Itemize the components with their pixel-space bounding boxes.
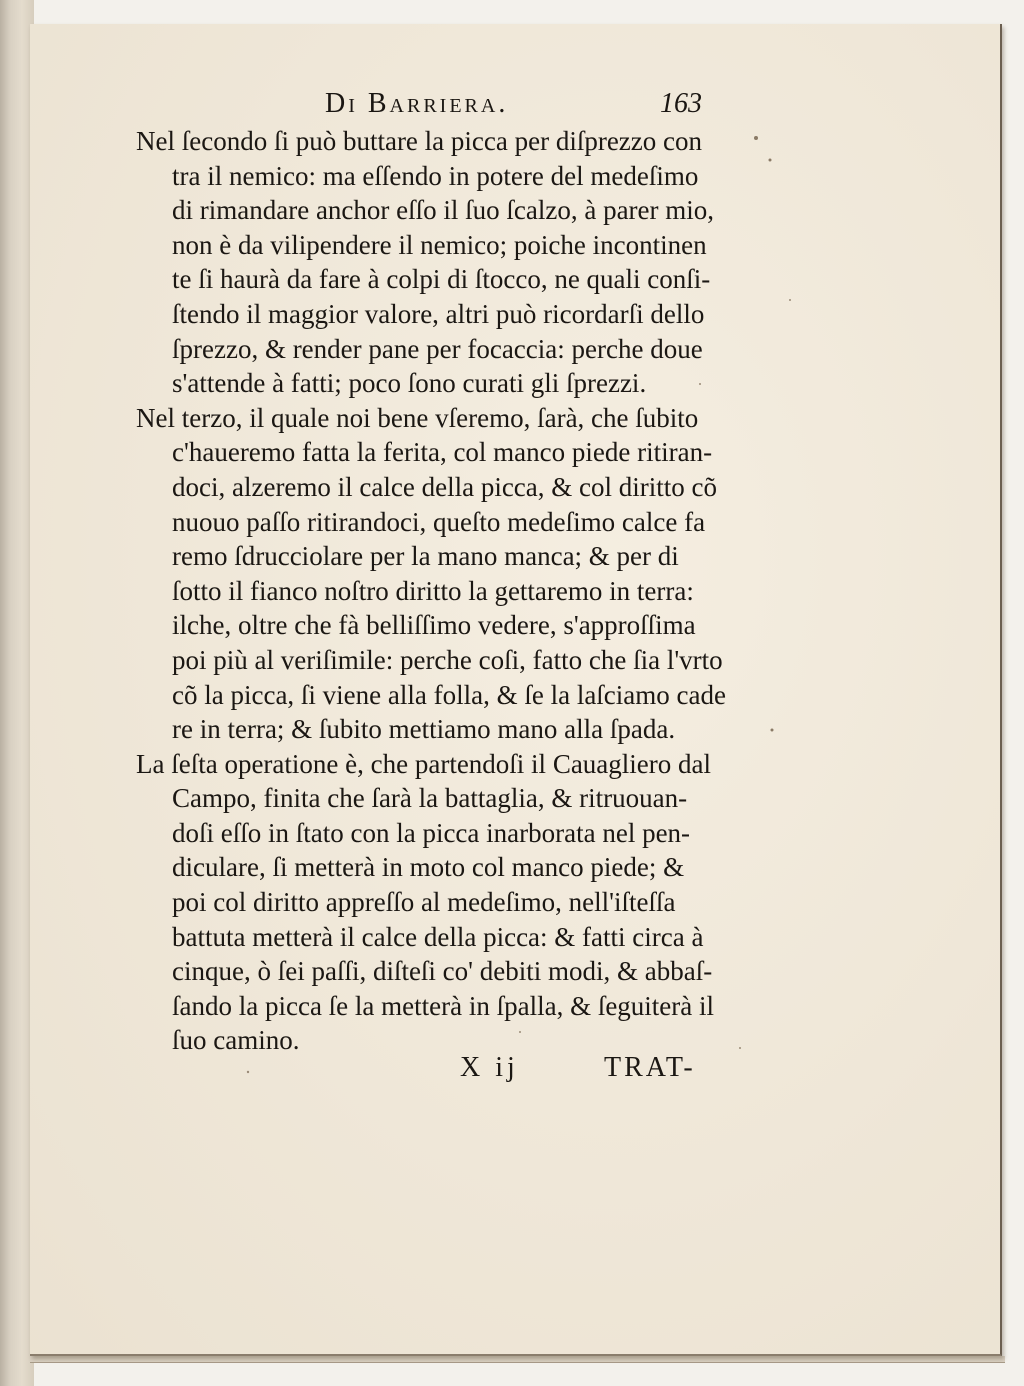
page-number: 163 <box>660 88 702 119</box>
text-line: cõ la picca, ſi viene alla folla, & ſe la laſciamo cade <box>172 679 726 710</box>
text-line: diculare, ſi metterà in moto col manco piede; & <box>172 852 685 883</box>
text-line: poi più al veriſimile: perche coſi, fatto che ſia l'vrto <box>172 644 723 675</box>
text-line: re in terra; & ſubito mettiamo mano alla ſpada. <box>172 714 676 745</box>
text-line: La ſeſta operatione è, che partendoſi il Cauagliero dal <box>136 748 712 779</box>
body-text <box>136 124 776 1058</box>
text-line: Campo, finita che ſarà la battaglia, & ritruouan- <box>172 783 688 814</box>
text-line: remo ſdrucciolare per la mano manca; & per di <box>172 541 679 572</box>
text-line: cinque, ò ſei paſſi, diſteſi co' debiti modi, & abbaſ- <box>172 956 713 987</box>
page-stack-edge <box>30 1356 1005 1363</box>
text-line: tra il nemico: ma eſſendo in potere del medeſimo <box>172 160 699 191</box>
text-line: doſi eſſo in ſtato con la picca inarborata nel pen- <box>172 817 691 848</box>
text-line: c'haueremo fatta la ferita, col manco piede ritiran- <box>172 437 713 468</box>
text-line: Nel terzo, il quale noi bene vſeremo, ſarà, che ſubito <box>136 402 699 433</box>
signature-mark: X ij <box>460 1052 519 1083</box>
text-line: ſtendo il maggior valore, altri può ricordarſi dello <box>172 298 705 329</box>
text-line: doci, alzeremo il calce della picca, & col diritto cõ <box>172 471 717 502</box>
text-line: s'attende à fatti; poco ſono curati gli ſprezzi. <box>172 368 647 399</box>
text-line: Nel ſecondo ſi può buttare la picca per diſprezzo con <box>136 126 703 156</box>
page-footer <box>0 1052 1024 1088</box>
text-line: ſotto il fianco noſtro diritto la gettaremo in terra: <box>172 575 694 606</box>
catchword: TRAT- <box>604 1052 696 1083</box>
text-line: te ſi haurà da fare à colpi di ſtocco, ne quali conſi- <box>172 264 711 295</box>
text-line: ſando la picca ſe la metterà in ſpalla, & ſeguiterà il <box>172 990 715 1021</box>
text-line: ſprezzo, & render pane per focaccia: perche doue <box>172 333 703 364</box>
running-head: Di Barriera. <box>325 88 509 119</box>
text-line: non è da vilipendere il nemico; poiche incontinen <box>172 229 707 260</box>
text-line: battuta metterà il calce della picca: & fatti circa à <box>172 921 704 952</box>
text-line: di rimandare anchor eſſo il ſuo ſcalzo, à parer mio, <box>172 195 715 226</box>
text-line: ſuo camino. <box>172 1025 300 1056</box>
text-line: poi col diritto appreſſo al medeſimo, nell'iſteſſa <box>172 887 676 918</box>
text-line: nuouo paſſo ritirandoci, queſto medeſimo calce fa <box>172 506 706 537</box>
book-gutter <box>0 0 34 1386</box>
text-line: ilche, oltre che fà belliſſimo vedere, s'approſſima <box>172 610 696 641</box>
page-header <box>0 88 1024 124</box>
